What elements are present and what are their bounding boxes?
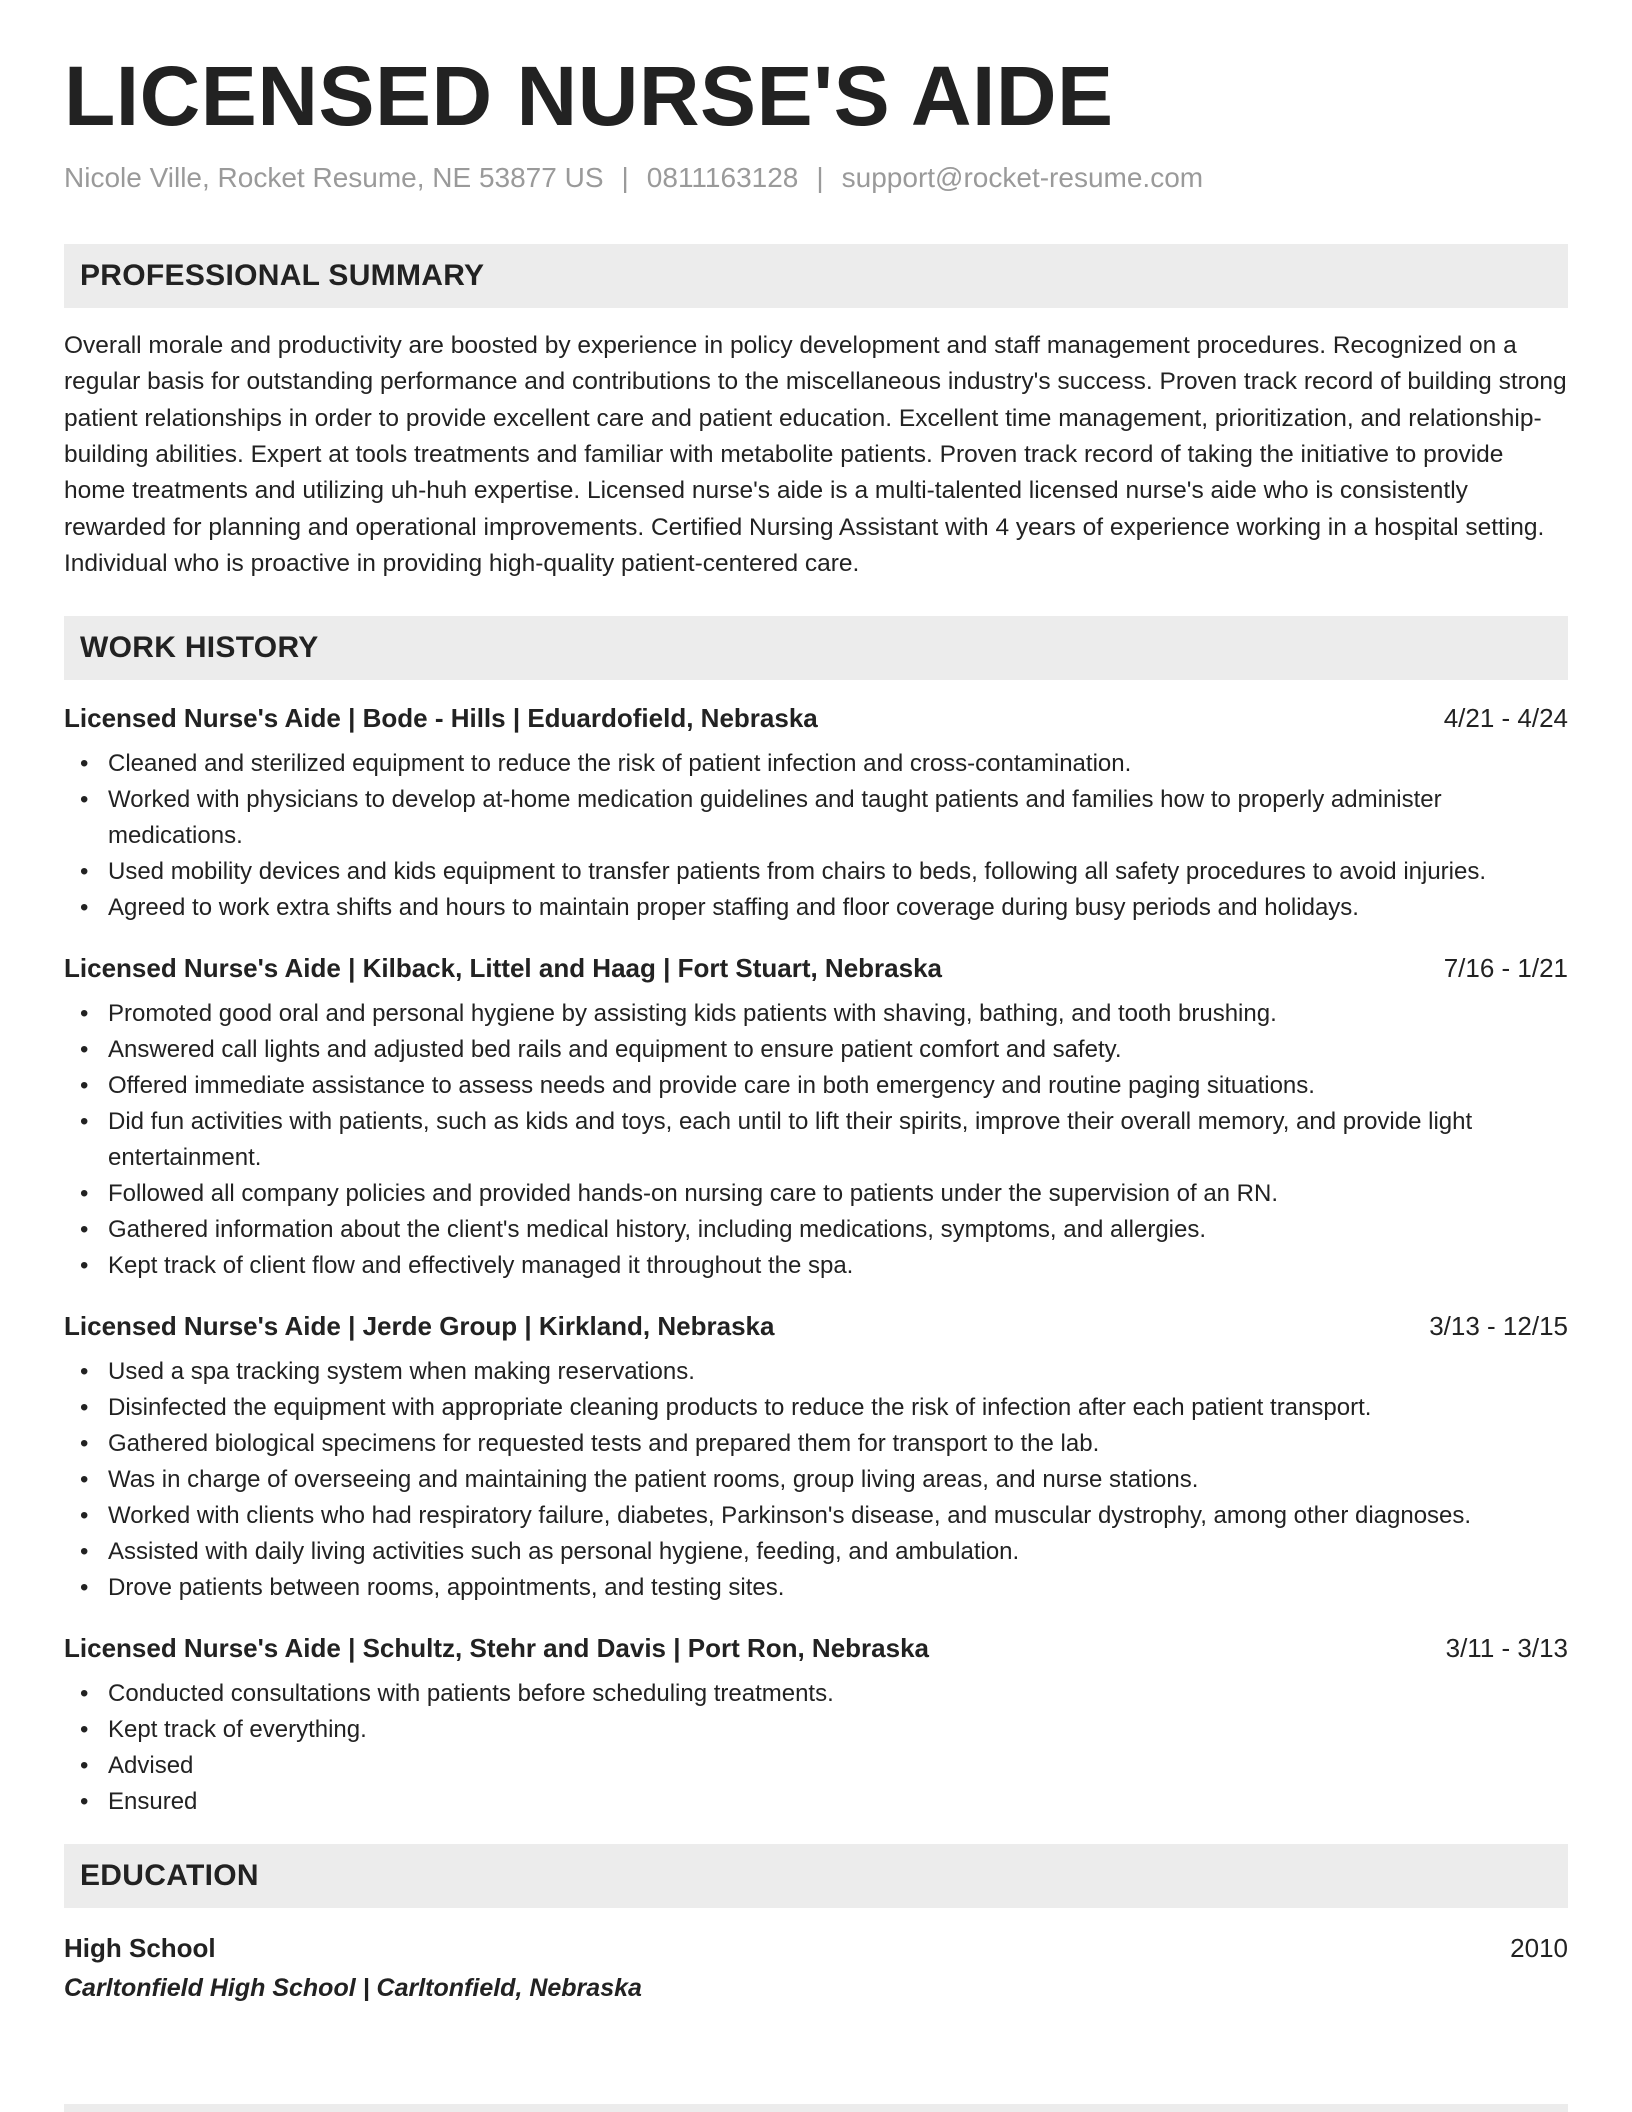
resume-title: LICENSED NURSE'S AIDE xyxy=(64,49,1114,143)
summary-section-header xyxy=(64,244,1568,308)
contact-line xyxy=(64,162,1568,194)
job-dates: 3/11 - 3/13 xyxy=(1445,1633,1568,1664)
job-bullet: • Cleaned and sterilized equipment to reduce the risk of patient infection and cross-contamination. xyxy=(108,746,1568,782)
job-bullet: • Assisted with daily living activities such as personal hygiene, feeding, and ambulation. xyxy=(108,1534,1568,1570)
next-section-header-bar xyxy=(64,2104,1568,2112)
job-title: Licensed Nurse's Aide | Jerde Group | Kirkland, Nebraska xyxy=(64,1311,775,1342)
job-bullet: • Promoted good oral and personal hygiene by assisting kids patients with shaving, bathing, and tooth brushing. xyxy=(108,996,1568,1032)
job-title: Licensed Nurse's Aide | Schultz, Stehr and Davis | Port Ron, Nebraska xyxy=(64,1633,930,1664)
job-bullet: • Did fun activities with patients, such as kids and toys, each until to lift their spirits, improve their overall memory, and provide light entertainment. xyxy=(108,1104,1568,1176)
education-school: Carltonfield High School | Carltonfield, Nebraska xyxy=(64,1974,642,2003)
job-dates: 3/13 - 12/15 xyxy=(1429,1311,1568,1342)
summary-heading: PROFESSIONAL SUMMARY xyxy=(80,259,485,293)
job-bullet: • Used a spa tracking system when making reservations. xyxy=(108,1354,1568,1390)
education-section-header xyxy=(64,1844,1568,1908)
job-header xyxy=(64,1630,1568,1666)
job-header xyxy=(64,950,1568,986)
contact-address: Nicole Ville, Rocket Resume, NE 53877 US xyxy=(64,162,604,194)
job-header xyxy=(64,700,1568,736)
education-year: 2010 xyxy=(1510,1933,1568,1964)
job-bullet: • Kept track of everything. xyxy=(108,1712,1568,1748)
job-bullet: • Conducted consultations with patients before scheduling treatments. xyxy=(108,1676,1568,1712)
job-bullet: • Followed all company policies and provided hands-on nursing care to patients under the supervision of an RN. xyxy=(108,1176,1568,1212)
job-bullet: • Agreed to work extra shifts and hours to maintain proper staffing and floor coverage during busy periods and holidays. xyxy=(108,890,1568,926)
work-section-header xyxy=(64,616,1568,680)
job-bullet-list xyxy=(64,1676,1568,1820)
job-entry xyxy=(64,950,1568,1284)
job-entry xyxy=(64,1630,1568,1820)
job-bullet-list xyxy=(64,1354,1568,1606)
job-bullet: • Kept track of client flow and effectively managed it throughout the spa. xyxy=(108,1248,1568,1284)
job-bullet: • Gathered information about the client's medical history, including medications, symptoms, and allergies. xyxy=(108,1212,1568,1248)
education-heading: EDUCATION xyxy=(80,1859,259,1893)
contact-separator: | xyxy=(816,162,824,194)
job-title: Licensed Nurse's Aide | Bode - Hills | Eduardofield, Nebraska xyxy=(64,703,818,734)
work-heading: WORK HISTORY xyxy=(80,631,319,665)
job-entry xyxy=(64,1308,1568,1606)
contact-separator: | xyxy=(621,162,629,194)
job-entry xyxy=(64,700,1568,926)
education-degree: High School xyxy=(64,1933,216,1964)
job-dates: 7/16 - 1/21 xyxy=(1443,953,1568,984)
job-bullet: • Drove patients between rooms, appointments, and testing sites. xyxy=(108,1570,1568,1606)
job-bullet: • Worked with clients who had respiratory failure, diabetes, Parkinson's disease, and muscular dystrophy, among other diagnoses. xyxy=(108,1498,1568,1534)
job-bullet: • Disinfected the equipment with appropriate cleaning products to reduce the risk of infection after each patient transport. xyxy=(108,1390,1568,1426)
job-bullet-list xyxy=(64,746,1568,926)
job-bullet: • Used mobility devices and kids equipment to transfer patients from chairs to beds, following all safety procedures to avoid injuries. xyxy=(108,854,1568,890)
education-entry xyxy=(64,1928,1568,1968)
job-bullet-list xyxy=(64,996,1568,1284)
contact-phone: 0811163128 xyxy=(646,162,799,194)
summary-text: Overall morale and productivity are boosted by experience in policy development and staff management procedures. Recognized on a regular basis for outstanding performance and contributions to the miscellaneous industry's success. Proven track record of building strong patient relationships in order to provide excellent care and patient education. Excellent time management, prioritization, and relationship-building abilities. Expert at tools treatments and familiar with metabolite patients. Proven track record of taking the initiative to provide home treatments and utilizing uh-huh expertise. Licensed nurse's aide is a multi-talented licensed nurse's aide who is consistently rewarded for planning and operational improvements. Certified Nursing Assistant with 4 years of experience working in a hospital setting. Individual who is proactive in providing high-quality patient-centered care. xyxy=(64,332,1567,577)
job-bullet: • Worked with physicians to develop at-home medication guidelines and taught patients and families how to properly administer medications. xyxy=(108,782,1568,854)
job-bullet: • Ensured xyxy=(108,1784,1568,1820)
job-bullet: • Offered immediate assistance to assess needs and provide care in both emergency and routine paging situations. xyxy=(108,1068,1568,1104)
job-dates: 4/21 - 4/24 xyxy=(1443,703,1568,734)
work-history-list xyxy=(64,700,1568,1820)
job-bullet: • Gathered biological specimens for requested tests and prepared them for transport to the lab. xyxy=(108,1426,1568,1462)
job-bullet: • Answered call lights and adjusted bed rails and equipment to ensure patient comfort and safety. xyxy=(108,1032,1568,1068)
contact-email: support@rocket-resume.com xyxy=(841,162,1204,194)
job-bullet: • Was in charge of overseeing and maintaining the patient rooms, group living areas, and nurse stations. xyxy=(108,1462,1568,1498)
job-bullet: • Advised xyxy=(108,1748,1568,1784)
job-title: Licensed Nurse's Aide | Kilback, Littel and Haag | Fort Stuart, Nebraska xyxy=(64,953,943,984)
job-header xyxy=(64,1308,1568,1344)
